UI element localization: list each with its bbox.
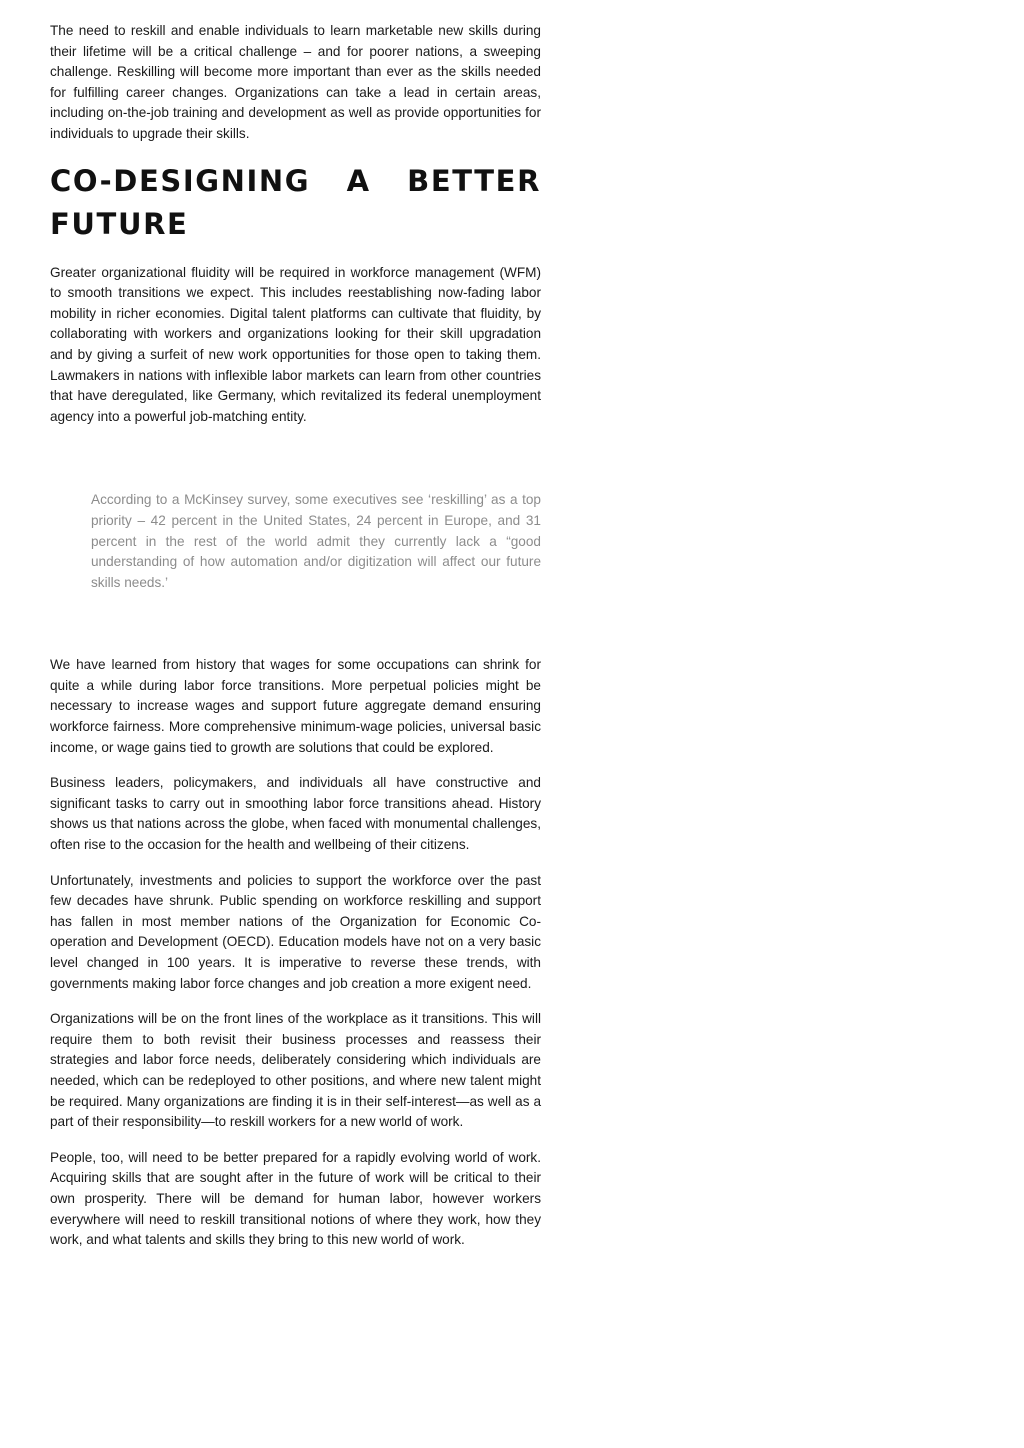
pull-quote	[91, 490, 541, 593]
paragraph-organizations-front-lines: Organizations will be on the front lines of the workplace as it transitions. This will require them to both revisit their business processes and reassess their strategies and labor force needs, deliberately considering which individuals are needed, which can be redeployed to other positions, and where new talent might be required. Many organizations are finding it is in their self-interest—as well as a part of their responsibility—to reskill workers for a new world of work.	[50, 1011, 541, 1130]
paragraph-reskilling-intro: The need to reskill and enable individuals to learn marketable new skills during their lifetime will be a critical challenge – and for poorer nations, a sweeping challenge. Reskilling will become more important than ever as the skills needed for fulfilling career changes. Organizations can take a lead in certain areas, including on-the-job training and development as well as provide opportunities for individuals to upgrade their skills.	[50, 23, 541, 141]
paragraph-business-leaders: Business leaders, policymakers, and individuals all have constructive and significant tasks to carry out in smoothing labor force transitions ahead. History shows us that nations across the globe, when faced with monumental challenges, often rise to the occasion for the health and wellbeing of their citizens.	[50, 775, 541, 853]
paragraph-wages-history: We have learned from history that wages for some occupations can shrink for quite a while during labor force transitions. More perpetual policies might be necessary to increase wages and support future aggregate demand ensuring workforce fairness. More comprehensive minimum-wage policies, universal basic income, or wage gains tied to growth are solutions that could be explored.	[50, 657, 541, 755]
paragraph-people-prepared: People, too, will need to be better prepared for a rapidly evolving world of work. Acquiring skills that are sought after in the future of work will be critical to their own prosperity. There will be demand for human labor, however workers everywhere will need to reskill transitional notions of where they work, how they work, and what talents and skills they bring to this new world of work.	[50, 1149, 541, 1248]
document-page	[50, 21, 541, 1266]
pull-quote-text: According to a McKinsey survey, some executives see ‘reskilling’ as a top priority – 42 percent in the United States, 24 percent in Europe, and 31 percent in the rest of the world admit they currently lack a “good understanding of how automation and/or digitization will affect our future skills needs.’	[91, 492, 541, 590]
paragraph-organizational-fluidity: Greater organizational fluidity will be required in workforce management (WFM) to smooth transitions we expect. This includes reestablishing now-fading labor mobility in richer economies. Digital talent platforms can cultivate that fluidity, by collaborating with workers and organizations looking for their skill upgradation and by giving a surfeit of new work opportunities for those open to taking them. Lawmakers in nations with inflexible labor markets can learn from other countries that have deregulated, like Germany, which revitalized its federal unemployment agency into a powerful job-matching entity.	[50, 264, 541, 424]
section-heading: CO-DESIGNING A BETTER FUTURE	[50, 163, 541, 241]
paragraph-investments-shrunk: Unfortunately, investments and policies to support the workforce over the past few decades have shrunk. Public spending on workforce reskilling and support has fallen in most member nations of the Organization for Economic Co-operation and Development (OECD). Education models have not on a very basic level changed in 100 years. It is imperative to reverse these trends, with governments making labor force changes and job creation a more exigent need.	[50, 872, 541, 991]
